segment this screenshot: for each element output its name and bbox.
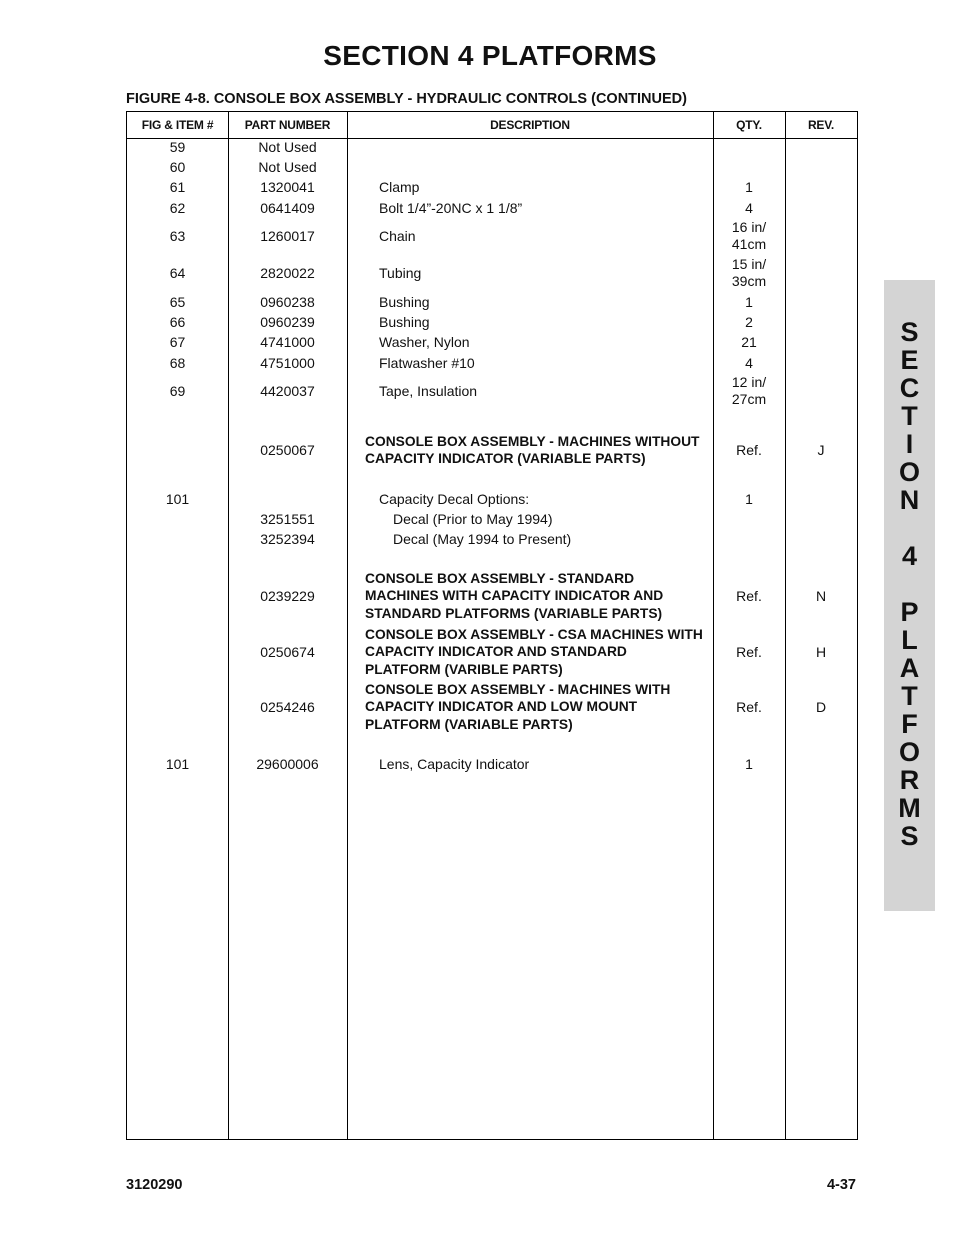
qty-cell <box>713 432 785 468</box>
description-cell-text: CONSOLE BOX ASSEMBLY - MACHINES WITHOUT CAPACITY INDICATOR (VARIABLE PARTS) <box>365 433 700 466</box>
qty-cell <box>713 353 785 373</box>
side-tab-letter: E <box>900 345 919 375</box>
qty-cell <box>713 680 785 734</box>
rev-cell <box>785 157 857 177</box>
description-cell-text: Bushing <box>379 314 430 330</box>
qty-cell-text: 12 in/ 27cm <box>731 374 767 407</box>
qty-cell <box>713 625 785 679</box>
part-number-cell <box>228 432 347 468</box>
description-cell <box>347 137 713 157</box>
item-number-cell <box>127 754 228 774</box>
table-row <box>127 218 857 254</box>
item-number-cell <box>127 332 228 352</box>
item-number-cell-text: 101 <box>165 756 190 772</box>
figure-title: FIGURE 4-8. CONSOLE BOX ASSEMBLY - HYDRAULIC CONTROLS (CONTINUED) <box>126 91 687 107</box>
item-number-cell <box>127 157 228 177</box>
part-number-cell-text: 0254246 <box>260 699 315 715</box>
description-cell-text: Tape, Insulation <box>379 383 478 399</box>
part-number-cell-text: Not Used <box>258 139 317 155</box>
part-number-cell-text: 1320041 <box>260 179 315 195</box>
item-number-cell <box>127 373 228 409</box>
qty-cell <box>713 529 785 549</box>
qty-cell-text: 15 in/ 39cm <box>731 256 767 289</box>
rev-cell <box>785 177 857 197</box>
qty-cell-text: 4 <box>745 199 753 216</box>
item-number-cell-text: 59 <box>169 139 186 155</box>
description-cell <box>347 489 713 509</box>
qty-cell-text: Ref. <box>736 441 762 458</box>
description-cell <box>347 177 713 197</box>
side-tab-letter: L <box>901 625 918 655</box>
qty-cell-text: 1 <box>745 755 753 772</box>
table-row <box>127 332 857 352</box>
item-number-cell-text: 66 <box>169 314 186 330</box>
part-number-cell <box>228 509 347 529</box>
item-number-cell <box>127 509 228 529</box>
table-row <box>127 157 857 177</box>
table-row <box>127 569 857 623</box>
part-number-cell-text: 0960239 <box>260 314 315 330</box>
side-tab-letter: I <box>905 429 914 459</box>
item-number-cell <box>127 529 228 549</box>
side-tab-letter: F <box>901 709 918 739</box>
description-cell <box>347 625 713 679</box>
table-row <box>127 432 857 468</box>
part-number-cell-text: Not Used <box>258 159 317 175</box>
description-cell-text: Capacity Decal Options: <box>379 491 530 507</box>
qty-cell <box>713 255 785 291</box>
part-number-cell <box>228 255 347 291</box>
rev-cell <box>785 218 857 254</box>
description-cell-text: Flatwasher #10 <box>379 355 475 371</box>
rev-cell <box>785 509 857 529</box>
item-number-cell-text: 101 <box>165 491 190 507</box>
description-cell <box>347 312 713 332</box>
qty-cell-text: Ref. <box>736 587 762 604</box>
item-number-cell <box>127 569 228 623</box>
item-number-cell-text: 64 <box>169 265 186 281</box>
rev-cell <box>785 137 857 157</box>
item-number-cell <box>127 137 228 157</box>
qty-cell <box>713 509 785 529</box>
header-part-number: PART NUMBER <box>244 118 331 132</box>
rev-cell <box>785 680 857 734</box>
description-cell <box>347 680 713 734</box>
table-row <box>127 680 857 734</box>
description-cell <box>347 569 713 623</box>
item-number-cell-text: 67 <box>169 334 186 350</box>
part-number-cell <box>228 157 347 177</box>
rev-cell <box>785 489 857 509</box>
table-row <box>127 529 857 549</box>
item-number-cell <box>127 292 228 312</box>
description-cell <box>347 157 713 177</box>
item-number-cell <box>127 218 228 254</box>
part-number-cell-text: 4741000 <box>260 334 315 350</box>
rev-cell <box>785 529 857 549</box>
header-description: DESCRIPTION <box>490 118 570 132</box>
part-number-cell <box>228 754 347 774</box>
part-number-cell-text: 3251551 <box>260 511 315 527</box>
qty-cell-text: 16 in/ 41cm <box>731 219 767 252</box>
side-tab-letter: N <box>899 485 920 515</box>
description-cell <box>347 255 713 291</box>
qty-cell-text: 1 <box>745 293 753 310</box>
description-cell-text: Bolt 1/4”-20NC x 1 1/8” <box>379 200 523 216</box>
side-tab-letter: T <box>901 681 918 711</box>
part-number-cell <box>228 489 347 509</box>
part-number-cell <box>228 332 347 352</box>
item-number-cell <box>127 353 228 373</box>
section-title: SECTION 4 PLATFORMS <box>323 40 657 71</box>
rev-cell-text: N <box>815 588 827 604</box>
part-number-cell-text: 0250674 <box>260 644 315 660</box>
item-number-cell <box>127 255 228 291</box>
item-number-cell <box>127 489 228 509</box>
table-row <box>127 255 857 291</box>
part-number-cell <box>228 529 347 549</box>
rev-cell <box>785 353 857 373</box>
part-number-cell-text: 3252394 <box>260 531 315 547</box>
side-tab-letter: 4 <box>901 541 918 571</box>
header-qty: QTY. <box>736 118 762 132</box>
rev-cell-text: D <box>815 699 827 715</box>
table-row <box>127 489 857 509</box>
rev-cell <box>785 312 857 332</box>
table-row <box>127 312 857 332</box>
part-number-cell-text: 0960238 <box>260 294 315 310</box>
qty-cell <box>713 292 785 312</box>
table-row <box>127 137 857 157</box>
header-rev: REV. <box>807 118 835 132</box>
table-row <box>127 509 857 529</box>
side-tab-letter: R <box>899 765 920 795</box>
side-tab-letter: O <box>898 457 920 487</box>
rev-cell-text: J <box>817 442 825 458</box>
description-cell-text: Clamp <box>379 179 420 195</box>
part-number-cell <box>228 625 347 679</box>
description-cell <box>347 353 713 373</box>
qty-cell <box>713 373 785 409</box>
part-number-cell-text: 0239229 <box>260 588 315 604</box>
description-cell-text: Lens, Capacity Indicator <box>379 756 530 772</box>
description-cell-text: Decal (May 1994 to Present) <box>393 531 572 547</box>
description-cell <box>347 332 713 352</box>
rev-cell <box>785 373 857 409</box>
rev-cell <box>785 625 857 679</box>
qty-cell <box>713 198 785 218</box>
rev-cell <box>785 255 857 291</box>
part-number-cell-text: 0250067 <box>260 442 315 458</box>
part-number-cell <box>228 353 347 373</box>
header-fig-item: FIG & ITEM # <box>141 118 214 132</box>
description-cell <box>347 373 713 409</box>
part-number-cell-text: 1260017 <box>260 228 315 244</box>
item-number-cell <box>127 432 228 468</box>
qty-cell <box>713 218 785 254</box>
rev-cell-text: H <box>815 644 827 660</box>
part-number-cell-text: 29600006 <box>256 756 319 772</box>
side-tab-letter: C <box>899 373 920 403</box>
description-cell <box>347 198 713 218</box>
page-number: 4-37 <box>826 1177 856 1193</box>
rev-cell <box>785 754 857 774</box>
table-row <box>127 353 857 373</box>
qty-cell-text: Ref. <box>736 643 762 660</box>
rev-cell <box>785 332 857 352</box>
qty-cell <box>713 157 785 177</box>
qty-cell <box>713 489 785 509</box>
table-row <box>127 198 857 218</box>
item-number-cell-text: 68 <box>169 355 186 371</box>
description-cell-text: Chain <box>379 228 416 244</box>
part-number-cell <box>228 292 347 312</box>
part-number-cell <box>228 569 347 623</box>
part-number-cell <box>228 373 347 409</box>
qty-cell-text: 4 <box>745 354 753 371</box>
part-number-cell <box>228 680 347 734</box>
description-cell <box>347 432 713 468</box>
rev-cell <box>785 292 857 312</box>
rev-cell <box>785 432 857 468</box>
qty-cell <box>713 332 785 352</box>
item-number-cell-text: 62 <box>169 200 186 216</box>
side-tab-letter: P <box>900 597 919 627</box>
part-number-cell <box>228 137 347 157</box>
item-number-cell-text: 69 <box>169 383 186 399</box>
part-number-cell <box>228 198 347 218</box>
qty-cell-text: 1 <box>745 490 753 507</box>
description-cell <box>347 529 713 549</box>
description-cell-text: CONSOLE BOX ASSEMBLY - CSA MACHINES WITH CAPACITY INDICATOR AND STANDARD PLATFORM (VARIBLE PARTS) <box>365 626 703 677</box>
item-number-cell-text: 63 <box>169 228 186 244</box>
part-number-cell-text: 0641409 <box>260 200 315 216</box>
description-cell <box>347 509 713 529</box>
qty-cell-text: Ref. <box>736 698 762 715</box>
item-number-cell <box>127 198 228 218</box>
qty-cell <box>713 137 785 157</box>
part-number-cell <box>228 312 347 332</box>
side-tab-letter: S <box>900 821 919 851</box>
part-number-cell-text: 4420037 <box>260 383 315 399</box>
item-number-cell-text: 61 <box>169 179 186 195</box>
description-cell-text: CONSOLE BOX ASSEMBLY - MACHINES WITH CAPACITY INDICATOR AND LOW MOUNT PLATFORM (VARIABLE PARTS) <box>365 681 671 732</box>
description-cell <box>347 218 713 254</box>
document-number: 3120290 <box>126 1177 183 1193</box>
side-tab-letter: S <box>900 317 919 347</box>
table-row <box>127 292 857 312</box>
qty-cell <box>713 177 785 197</box>
table-row <box>127 373 857 409</box>
rev-cell <box>785 198 857 218</box>
qty-cell-text: 1 <box>745 178 753 195</box>
part-number-cell <box>228 177 347 197</box>
section-side-tab <box>884 280 935 911</box>
qty-cell <box>713 312 785 332</box>
qty-cell-text: 2 <box>745 313 753 330</box>
side-tab-letter: A <box>899 653 920 683</box>
description-cell-text: Tubing <box>379 265 422 281</box>
side-tab-letter: O <box>898 737 920 767</box>
parts-table <box>126 111 858 1140</box>
side-tab-letter: M <box>898 793 921 823</box>
qty-cell-text: 21 <box>741 333 757 350</box>
description-cell-text: Bushing <box>379 294 430 310</box>
qty-cell <box>713 754 785 774</box>
part-number-cell <box>228 218 347 254</box>
rev-cell <box>785 569 857 623</box>
description-cell <box>347 292 713 312</box>
description-cell-text: CONSOLE BOX ASSEMBLY - STANDARD MACHINES WITH CAPACITY INDICATOR AND STANDARD PLATFORMS (VARIABLE PARTS) <box>365 570 664 621</box>
part-number-cell-text: 4751000 <box>260 355 315 371</box>
description-cell-text: Decal (Prior to May 1994) <box>393 511 553 527</box>
item-number-cell <box>127 177 228 197</box>
side-tab-letter: T <box>901 401 918 431</box>
table-row <box>127 754 857 774</box>
item-number-cell <box>127 680 228 734</box>
item-number-cell-text: 65 <box>169 294 186 310</box>
part-number-cell-text: 2820022 <box>260 265 315 281</box>
description-cell-text: Washer, Nylon <box>379 334 470 350</box>
item-number-cell <box>127 625 228 679</box>
table-row <box>127 625 857 679</box>
item-number-cell-text: 60 <box>169 159 186 175</box>
item-number-cell <box>127 312 228 332</box>
table-row <box>127 177 857 197</box>
qty-cell <box>713 569 785 623</box>
description-cell <box>347 754 713 774</box>
